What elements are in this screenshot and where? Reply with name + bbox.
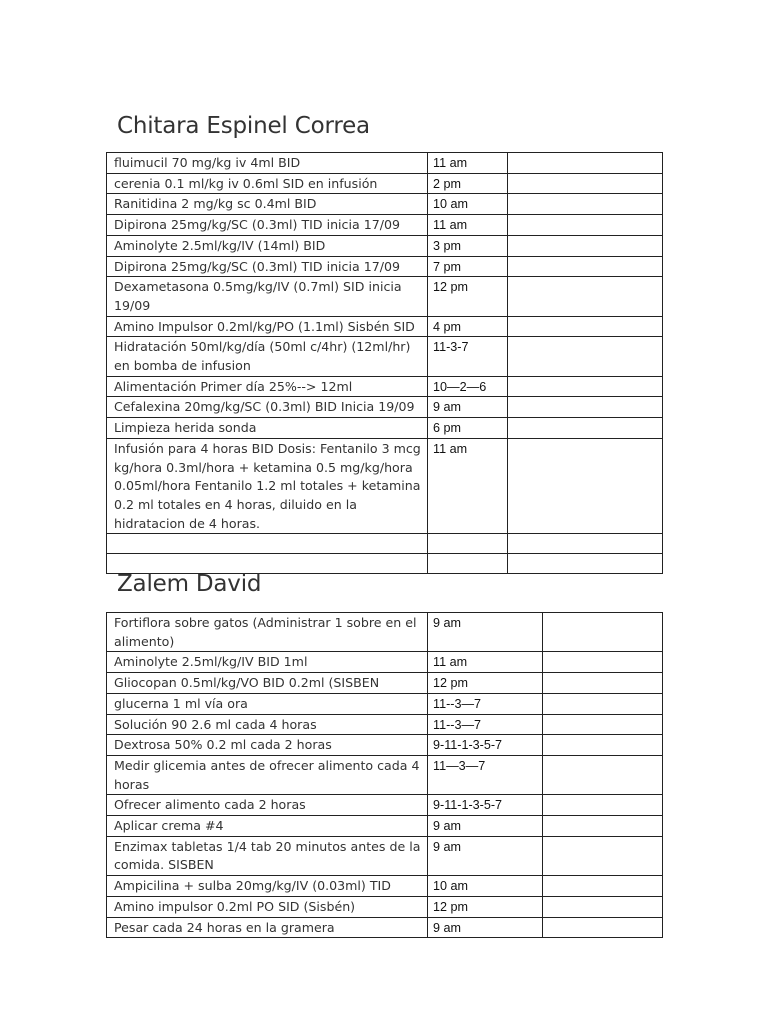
empty-cell	[508, 235, 663, 256]
medication-row	[107, 337, 663, 376]
time-cell: 10 am	[428, 876, 543, 897]
medication-row	[107, 876, 663, 897]
medication-row	[107, 795, 663, 816]
time-cell: 11 am	[428, 215, 508, 236]
time-cell: 3 pm	[428, 235, 508, 256]
empty-cell	[543, 652, 663, 673]
medication-cell: Dipirona 25mg/kg/SC (0.3ml) TID inicia 17/09	[107, 256, 428, 277]
time-cell: 9-11-1-3-5-7	[428, 735, 543, 756]
empty-cell	[543, 755, 663, 794]
medication-row	[107, 735, 663, 756]
medication-row	[107, 714, 663, 735]
medication-row	[107, 836, 663, 875]
time-cell: 11 am	[428, 153, 508, 174]
empty-cell	[543, 816, 663, 837]
empty-cell	[543, 876, 663, 897]
empty-cell	[508, 277, 663, 316]
patient-name-heading: Zalem David	[117, 571, 262, 597]
medication-row	[107, 534, 663, 554]
medication-row	[107, 235, 663, 256]
empty-cell	[543, 693, 663, 714]
medication-row	[107, 376, 663, 397]
time-cell: 9 am	[428, 816, 543, 837]
time-cell: 11-3-7	[428, 337, 508, 376]
medication-cell: Dextrosa 50% 0.2 ml cada 2 horas	[107, 735, 428, 756]
time-cell: 11 am	[428, 652, 543, 673]
medication-row	[107, 613, 663, 652]
time-cell: 9-11-1-3-5-7	[428, 795, 543, 816]
time-cell: 12 pm	[428, 896, 543, 917]
time-cell: 11—3—7	[428, 755, 543, 794]
medication-cell: Ranitidina 2 mg/kg sc 0.4ml BID	[107, 194, 428, 215]
empty-cell	[543, 917, 663, 938]
medication-cell: Hidratación 50ml/kg/día (50ml c/4hr) (12ml/hr) en bomba de infusion	[107, 337, 428, 376]
medication-row	[107, 917, 663, 938]
medication-row	[107, 816, 663, 837]
medication-row	[107, 418, 663, 439]
medication-cell: Infusión para 4 horas BID Dosis: Fentanilo 3 mcg kg/hora 0.3ml/hora + ketamina 0.5 mg/kg/hora 0.05ml/hora Fentanilo 1.2 ml totales + ketamina 0.2 ml totales en 4 horas, diluido en la hidratacion de 4 horas.	[107, 438, 428, 534]
empty-cell	[508, 256, 663, 277]
time-cell: 9 am	[428, 397, 508, 418]
medication-cell: Amino Impulsor 0.2ml/kg/PO (1.1ml) Sisbén SID	[107, 316, 428, 337]
time-cell: 9 am	[428, 836, 543, 875]
time-cell: 12 pm	[428, 277, 508, 316]
empty-cell	[508, 194, 663, 215]
medication-row	[107, 397, 663, 418]
empty-cell	[543, 613, 663, 652]
time-cell: 10 am	[428, 194, 508, 215]
empty-cell	[543, 795, 663, 816]
medication-row	[107, 438, 663, 534]
empty-cell	[508, 173, 663, 194]
empty-cell	[508, 418, 663, 439]
medication-row	[107, 673, 663, 694]
medication-row	[107, 215, 663, 236]
medication-cell: Ofrecer alimento cada 2 horas	[107, 795, 428, 816]
empty-cell	[508, 534, 663, 554]
medication-cell: Dipirona 25mg/kg/SC (0.3ml) TID inicia 17/09	[107, 215, 428, 236]
medication-cell: Cefalexina 20mg/kg/SC (0.3ml) BID Inicia 19/09	[107, 397, 428, 418]
medication-cell: Aminolyte 2.5ml/kg/IV (14ml) BID	[107, 235, 428, 256]
medication-row	[107, 256, 663, 277]
medication-cell: Ampicilina + sulba 20mg/kg/IV (0.03ml) TID	[107, 876, 428, 897]
medication-cell: Amino impulsor 0.2ml PO SID (Sisbén)	[107, 896, 428, 917]
medication-row	[107, 693, 663, 714]
medication-row	[107, 277, 663, 316]
medication-row	[107, 173, 663, 194]
medication-row	[107, 316, 663, 337]
medication-cell: Enzimax tabletas 1/4 tab 20 minutos antes de la comida. SISBEN	[107, 836, 428, 875]
medication-cell: Fortiflora sobre gatos (Administrar 1 sobre en el alimento)	[107, 613, 428, 652]
empty-cell	[508, 215, 663, 236]
medication-cell: Limpieza herida sonda	[107, 418, 428, 439]
medication-row	[107, 896, 663, 917]
medication-row	[107, 755, 663, 794]
medication-cell: Gliocopan 0.5ml/kg/VO BID 0.2ml (SISBEN	[107, 673, 428, 694]
time-cell: 9 am	[428, 917, 543, 938]
time-cell: 11 am	[428, 438, 508, 534]
time-cell: 7 pm	[428, 256, 508, 277]
empty-cell	[508, 316, 663, 337]
medication-cell	[107, 534, 428, 554]
medication-schedule-table	[106, 152, 663, 574]
empty-cell	[543, 714, 663, 735]
empty-cell	[543, 896, 663, 917]
time-cell: 12 pm	[428, 673, 543, 694]
empty-cell	[508, 438, 663, 534]
time-cell: 4 pm	[428, 316, 508, 337]
medication-schedule-table	[106, 612, 663, 938]
medication-cell: Aplicar crema #4	[107, 816, 428, 837]
medication-row	[107, 652, 663, 673]
empty-cell	[543, 836, 663, 875]
empty-cell	[543, 735, 663, 756]
time-cell: 11--3—7	[428, 714, 543, 735]
time-cell	[428, 534, 508, 554]
empty-cell	[508, 397, 663, 418]
patient-name-heading: Chitara Espinel Correa	[117, 113, 370, 139]
medication-row	[107, 153, 663, 174]
empty-cell	[508, 153, 663, 174]
empty-cell	[508, 337, 663, 376]
medication-cell: Solución 90 2.6 ml cada 4 horas	[107, 714, 428, 735]
medication-cell: glucerna 1 ml vía ora	[107, 693, 428, 714]
time-cell: 6 pm	[428, 418, 508, 439]
time-cell: 9 am	[428, 613, 543, 652]
time-cell: 11--3—7	[428, 693, 543, 714]
medication-cell: fluimucil 70 mg/kg iv 4ml BID	[107, 153, 428, 174]
time-cell: 10—2—6	[428, 376, 508, 397]
empty-cell	[508, 554, 663, 574]
time-cell: 2 pm	[428, 173, 508, 194]
empty-cell	[508, 376, 663, 397]
medication-cell: Alimentación Primer día 25%--> 12ml	[107, 376, 428, 397]
medication-cell: Pesar cada 24 horas en la gramera	[107, 917, 428, 938]
time-cell	[428, 554, 508, 574]
medication-cell: Dexametasona 0.5mg/kg/IV (0.7ml) SID inicia 19/09	[107, 277, 428, 316]
empty-cell	[543, 673, 663, 694]
medication-cell: Medir glicemia antes de ofrecer alimento cada 4 horas	[107, 755, 428, 794]
medication-cell: Aminolyte 2.5ml/kg/IV BID 1ml	[107, 652, 428, 673]
medication-cell: cerenia 0.1 ml/kg iv 0.6ml SID en infusión	[107, 173, 428, 194]
medication-row	[107, 194, 663, 215]
